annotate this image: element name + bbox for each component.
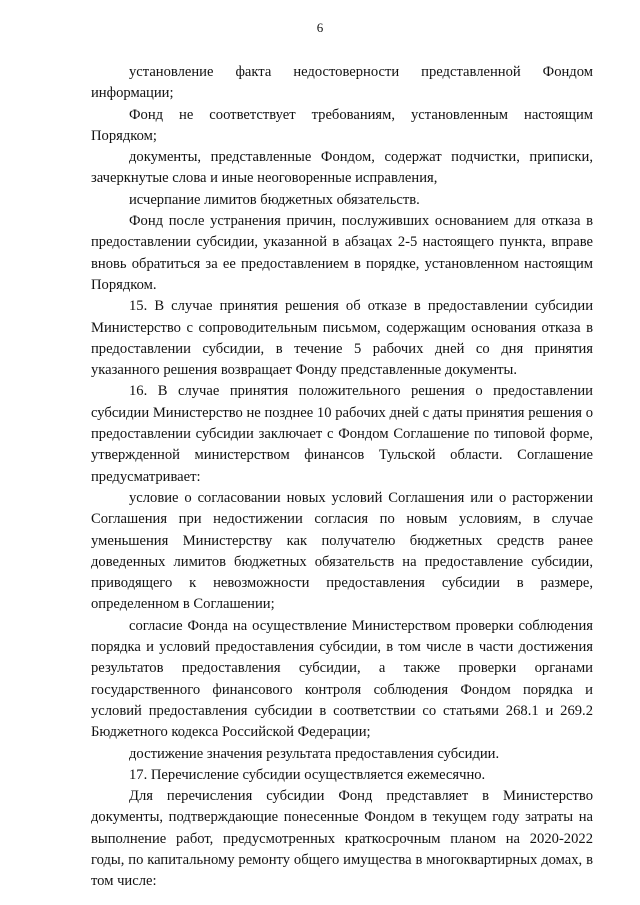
paragraph-clause-15: 15. В случае принятия решения об отказе в предоставлении субсидии Министерство с сопроводительным письмом, содержащим основания отказа в предоставлении субсидии, в течение 5 рабочих дней со дня принятия указанного решения возвращает Фонду представленные документы. (91, 298, 593, 379)
paragraph-reason-requirements: Фонд не соответствует требованиям, установленным настоящим Порядком; (91, 106, 593, 144)
paragraph-agreement-audit-consent: согласие Фонда на осуществление Министерством проверки соблюдения порядка и условий предоставления субсидии, в том числе в части достижения результатов предоставления субсидии, а также проверки органами государственного финансового контроля соблюдения Фондом порядка и условий предоставления субсидии в соответствии со статьями 268.1 и 269.2 Бюджетного кодекса Российской Федерации; (91, 617, 593, 741)
paragraph-reason-corrections: документы, представленные Фондом, содержат подчистки, приписки, зачеркнутые слова и иные неоговоренные исправления, (91, 149, 593, 187)
document-body (91, 62, 593, 893)
paragraph-clause-17: 17. Перечисление субсидии осуществляется ежемесячно. (129, 766, 486, 783)
paragraph-agreement-result: достижение значения результата предоставления субсидии. (129, 745, 500, 762)
page-number: 6 (316, 20, 324, 35)
paragraph-clause-16: 16. В случае принятия положительного решения о предоставлении субсидии Министерство не позднее 10 рабочих дней с даты принятия решения о предоставлении субсидии заключает с Фондом Соглашение по типовой форме, утвержденной министерством финансов Тульской области. Соглашение предусматривает: (91, 383, 593, 485)
paragraph-agreement-new-terms: условие о согласовании новых условий Соглашения или о расторжении Соглашения при недостижении согласия по новым условиям, в случае уменьшения Министерству как получателю бюджетных средств ранее доведенных лимитов бюджетных обязательств на предоставление субсидии, приводящего к невозможности предоставления субсидии в размере, определенном в Соглашении; (91, 489, 593, 613)
paragraph-reason-limits: исчерпание лимитов бюджетных обязательств. (129, 191, 420, 208)
paragraph-reapply: Фонд после устранения причин, послуживших основанием для отказа в предоставлении субсидии, указанной в абзацах 2-5 настоящего пункта, вправе вновь обратиться за ее предоставлением в порядке, установленном настоящим Порядком. (91, 213, 593, 293)
paragraph-reason-false-info: установление факта недостоверности представленной Фондом информации; (91, 64, 593, 102)
paragraph-transfer-documents: Для перечисления субсидии Фонд представляет в Министерство документы, подтверждающие понесенные Фондом в текущем году затраты на выполнение работ, предусмотренных краткосрочным планом на 2020-2022 годы, по капитальному ремонту общего имущества в многоквартирных домах, в том числе: (91, 788, 593, 890)
